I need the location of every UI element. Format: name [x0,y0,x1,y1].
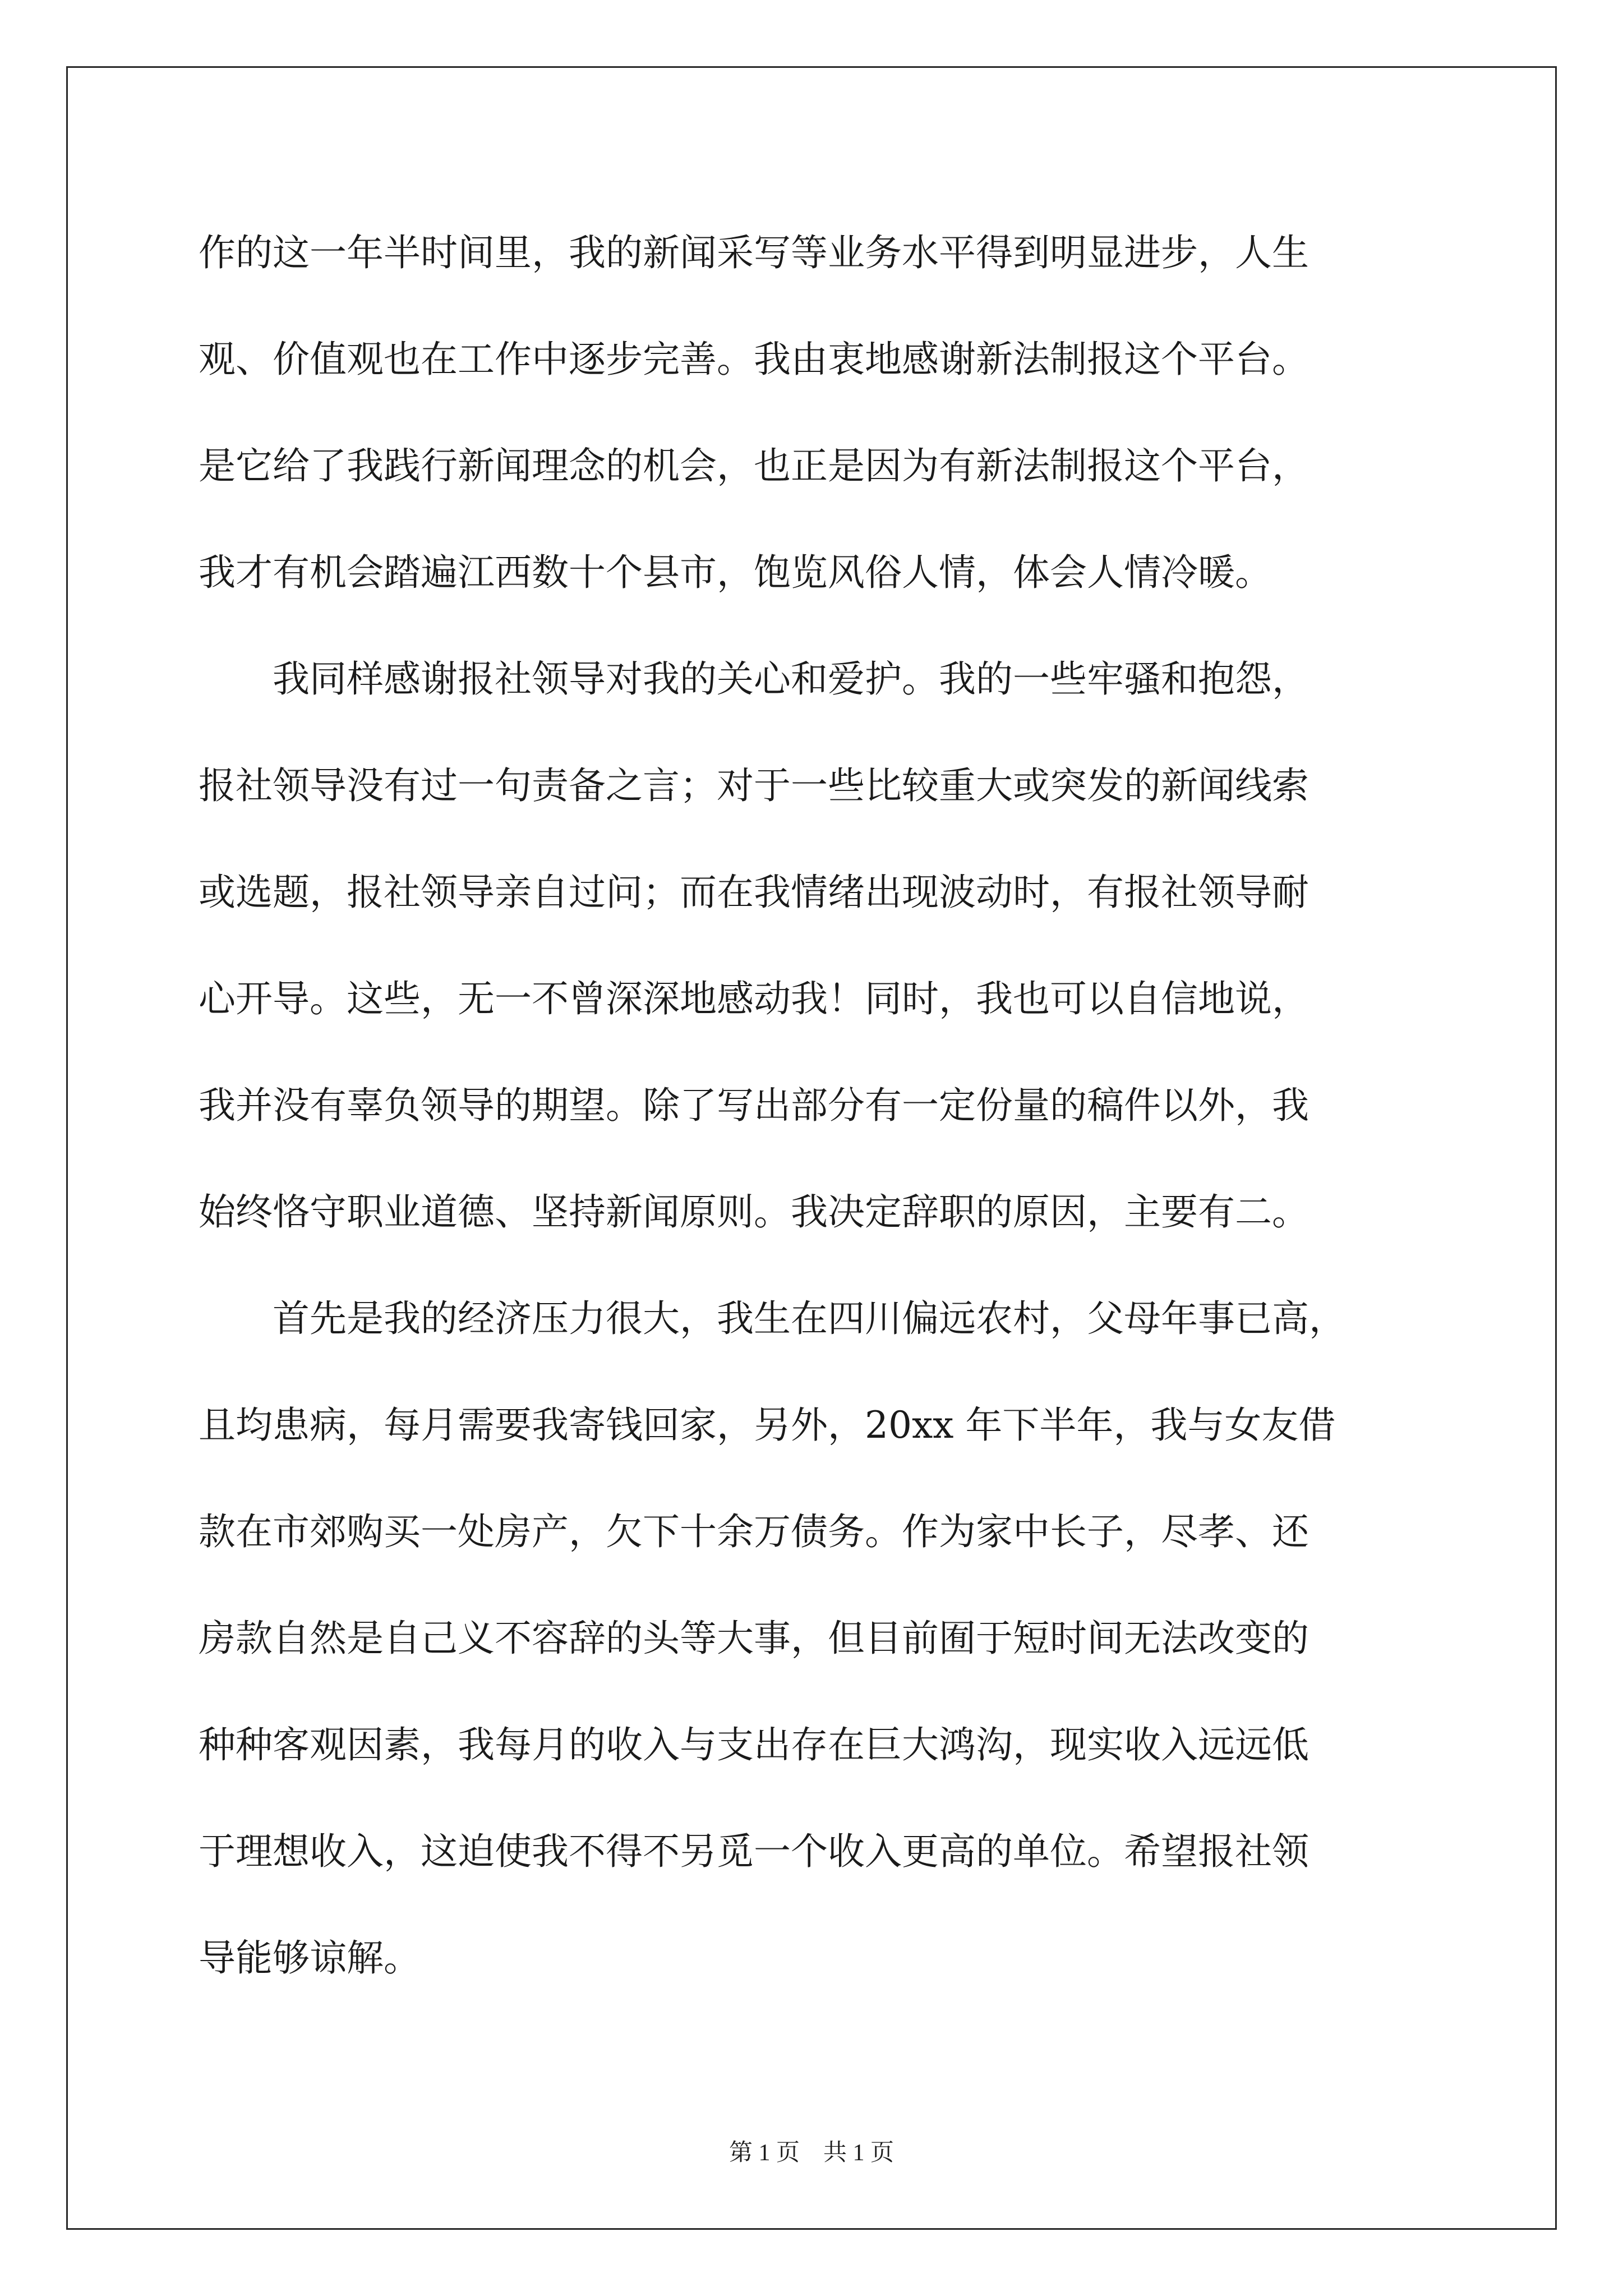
text-line: 且均患病，每月需要我寄钱回家，另外，20xx 年下半年，我与女友借 [199,1404,1336,1447]
text-line: 报社领导没有过一句责备之言；对于一些比较重大或突发的新闻线索 [199,764,1309,807]
text-line: 观、价值观也在工作中逐步完善。我由衷地感谢新法制报这个平台。 [199,338,1309,381]
text-line: 于理想收入，这迫使我不得不另觅一个收入更高的单位。希望报社领 [199,1830,1309,1873]
text-line: 种种客观因素，我每月的收入与支出存在巨大鸿沟，现实收入远远低 [199,1723,1309,1766]
text-line: 导能够谅解。 [199,1936,421,1980]
text-line: 我才有机会踏遍江西数十个县市，饱览风俗人情，体会人情冷暖。 [199,551,1272,594]
text-line: 心开导。这些，无一不曾深深地感动我！同时，我也可以自信地说， [199,977,1309,1020]
text-line: 是它给了我践行新闻理念的机会，也正是因为有新法制报这个平台， [199,444,1309,487]
text-line: 始终恪守职业道德、坚持新闻原则。我决定辞职的原因，主要有二。 [199,1190,1309,1234]
text-line: 作的这一年半时间里，我的新闻采写等业务水平得到明显进步，人生 [199,231,1309,274]
page-footer: 第 1 页 共 1 页 [728,2140,894,2166]
text-line: 房款自然是自己义不容辞的头等大事，但目前囿于短时间无法改变的 [199,1617,1309,1660]
text-line: 或选题，报社领导亲自过问；而在我情绪出现波动时，有报社领导耐 [199,871,1309,914]
text-line: 首先是我的经济压力很大，我生在四川偏远农村，父母年事已高， [199,1297,1346,1340]
document-body [199,215,1427,2027]
text-line: 我并没有辜负领导的期望。除了写出部分有一定份量的稿件以外，我 [199,1084,1309,1127]
text-line: 我同样感谢报社领导对我的关心和爱护。我的一些牢骚和抱怨， [199,657,1309,701]
text-line: 款在市郊购买一处房产，欠下十余万债务。作为家中长子，尽孝、还 [199,1510,1309,1553]
